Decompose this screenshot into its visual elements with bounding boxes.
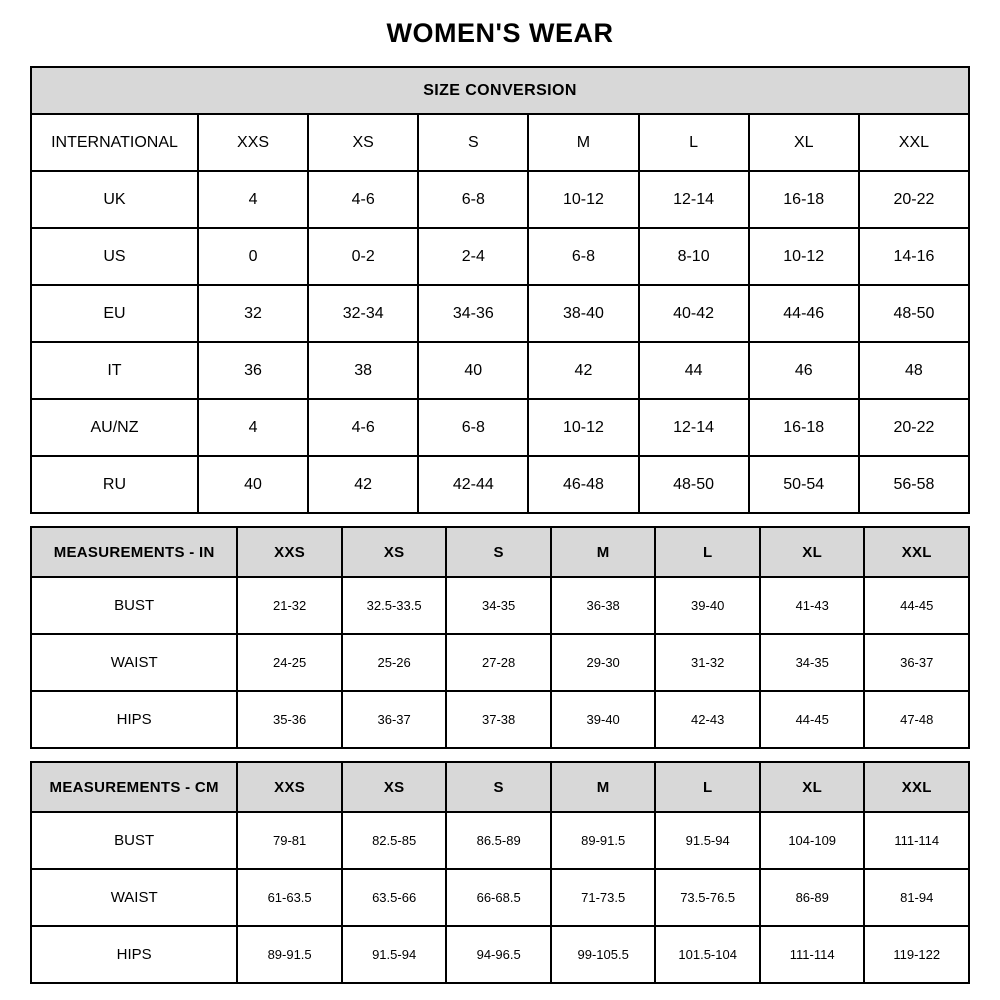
measurement-cell: 27-28 xyxy=(446,634,551,691)
measurement-cell: 44-45 xyxy=(760,691,865,748)
measurement-cell: 101.5-104 xyxy=(655,926,760,983)
size-cell: 2-4 xyxy=(418,228,528,285)
measurement-cell: 63.5-66 xyxy=(342,869,447,926)
size-cell: 36 xyxy=(198,342,308,399)
size-cell: 38 xyxy=(308,342,418,399)
column-header: S xyxy=(446,762,551,812)
measurement-cell: 42-43 xyxy=(655,691,760,748)
measurement-cell: 91.5-94 xyxy=(342,926,447,983)
size-cell: 44 xyxy=(639,342,749,399)
size-cell: 16-18 xyxy=(749,171,859,228)
size-cell: 6-8 xyxy=(528,228,638,285)
table-row xyxy=(31,342,969,399)
measurement-cell: 39-40 xyxy=(551,691,656,748)
table-row xyxy=(31,691,969,748)
measurement-cell: 82.5-85 xyxy=(342,812,447,869)
measurement-cell: 111-114 xyxy=(864,812,969,869)
table-row xyxy=(31,285,969,342)
size-cell: 46-48 xyxy=(528,456,638,513)
size-cell: 32 xyxy=(198,285,308,342)
measurement-cell: 79-81 xyxy=(237,812,342,869)
measurement-cell: 21-32 xyxy=(237,577,342,634)
size-cell: 50-54 xyxy=(749,456,859,513)
size-cell: 34-36 xyxy=(418,285,528,342)
measurement-cell: 34-35 xyxy=(760,634,865,691)
row-label: RU xyxy=(31,456,198,513)
table-row xyxy=(31,634,969,691)
size-cell: 56-58 xyxy=(859,456,969,513)
table-row xyxy=(31,926,969,983)
measurement-cell: 36-37 xyxy=(864,634,969,691)
row-label: BUST xyxy=(31,812,237,869)
measurement-cell: 25-26 xyxy=(342,634,447,691)
table-row xyxy=(31,869,969,926)
measurements-cm-table xyxy=(30,761,970,984)
measurement-cell: 36-38 xyxy=(551,577,656,634)
row-label: EU xyxy=(31,285,198,342)
column-header: XL xyxy=(749,114,859,171)
column-header: XXL xyxy=(864,762,969,812)
size-cell: 42 xyxy=(528,342,638,399)
row-label: US xyxy=(31,228,198,285)
row-label: BUST xyxy=(31,577,237,634)
size-conversion-table xyxy=(30,66,970,514)
column-header: XS xyxy=(308,114,418,171)
measurement-cell: 37-38 xyxy=(446,691,551,748)
table-header-row xyxy=(31,527,969,577)
row-label: WAIST xyxy=(31,869,237,926)
measurement-cell: 119-122 xyxy=(864,926,969,983)
size-cell: 40 xyxy=(418,342,528,399)
size-cell: 6-8 xyxy=(418,399,528,456)
measurement-cell: 94-96.5 xyxy=(446,926,551,983)
size-cell: 4-6 xyxy=(308,399,418,456)
table-row xyxy=(31,577,969,634)
measurements-in-table xyxy=(30,526,970,749)
column-header: XXS xyxy=(237,762,342,812)
row-label: IT xyxy=(31,342,198,399)
measurement-cell: 66-68.5 xyxy=(446,869,551,926)
size-cell: 16-18 xyxy=(749,399,859,456)
measurement-cell: 24-25 xyxy=(237,634,342,691)
column-header: L xyxy=(655,762,760,812)
column-header: INTERNATIONAL xyxy=(31,114,198,171)
column-header: S xyxy=(446,527,551,577)
size-cell: 48 xyxy=(859,342,969,399)
column-header: XS xyxy=(342,762,447,812)
measurement-cell: 32.5-33.5 xyxy=(342,577,447,634)
measurement-cell: 73.5-76.5 xyxy=(655,869,760,926)
table-header-row xyxy=(31,114,969,171)
column-header: L xyxy=(639,114,749,171)
size-cell: 0 xyxy=(198,228,308,285)
measurement-cell: 111-114 xyxy=(760,926,865,983)
size-cell: 10-12 xyxy=(528,171,638,228)
measurement-cell: 39-40 xyxy=(655,577,760,634)
size-cell: 32-34 xyxy=(308,285,418,342)
measurements-in-title: MEASUREMENTS - IN xyxy=(31,527,237,577)
spacer xyxy=(30,514,970,526)
size-cell: 14-16 xyxy=(859,228,969,285)
column-header: XL xyxy=(760,527,865,577)
row-label: HIPS xyxy=(31,926,237,983)
spacer xyxy=(30,749,970,761)
column-header: L xyxy=(655,527,760,577)
size-cell: 48-50 xyxy=(859,285,969,342)
measurement-cell: 86.5-89 xyxy=(446,812,551,869)
measurements-cm-title: MEASUREMENTS - CM xyxy=(31,762,237,812)
row-label: UK xyxy=(31,171,198,228)
measurement-cell: 104-109 xyxy=(760,812,865,869)
measurement-cell: 89-91.5 xyxy=(237,926,342,983)
measurement-cell: 35-36 xyxy=(237,691,342,748)
size-cell: 20-22 xyxy=(859,399,969,456)
table-row xyxy=(31,228,969,285)
column-header: XXL xyxy=(864,527,969,577)
size-cell: 4 xyxy=(198,399,308,456)
size-cell: 8-10 xyxy=(639,228,749,285)
measurement-cell: 89-91.5 xyxy=(551,812,656,869)
size-cell: 40 xyxy=(198,456,308,513)
size-cell: 42 xyxy=(308,456,418,513)
size-cell: 6-8 xyxy=(418,171,528,228)
table-row xyxy=(31,812,969,869)
size-cell: 10-12 xyxy=(528,399,638,456)
table-row xyxy=(31,171,969,228)
measurement-cell: 81-94 xyxy=(864,869,969,926)
column-header: S xyxy=(418,114,528,171)
size-cell: 12-14 xyxy=(639,171,749,228)
column-header: XXS xyxy=(198,114,308,171)
measurement-cell: 29-30 xyxy=(551,634,656,691)
measurement-cell: 31-32 xyxy=(655,634,760,691)
measurement-cell: 99-105.5 xyxy=(551,926,656,983)
measurement-cell: 41-43 xyxy=(760,577,865,634)
size-cell: 46 xyxy=(749,342,859,399)
size-cell: 38-40 xyxy=(528,285,638,342)
column-header: XXS xyxy=(237,527,342,577)
page-title: WOMEN'S WEAR xyxy=(386,18,614,48)
column-header: M xyxy=(551,527,656,577)
measurement-cell: 91.5-94 xyxy=(655,812,760,869)
size-cell: 48-50 xyxy=(639,456,749,513)
measurement-cell: 47-48 xyxy=(864,691,969,748)
measurement-cell: 61-63.5 xyxy=(237,869,342,926)
column-header: M xyxy=(551,762,656,812)
measurement-cell: 86-89 xyxy=(760,869,865,926)
size-cell: 4-6 xyxy=(308,171,418,228)
measurement-cell: 36-37 xyxy=(342,691,447,748)
column-header: XL xyxy=(760,762,865,812)
size-cell: 10-12 xyxy=(749,228,859,285)
table-row xyxy=(31,456,969,513)
size-cell: 0-2 xyxy=(308,228,418,285)
size-cell: 40-42 xyxy=(639,285,749,342)
column-header: XXL xyxy=(859,114,969,171)
size-cell: 20-22 xyxy=(859,171,969,228)
measurement-cell: 34-35 xyxy=(446,577,551,634)
row-label: AU/NZ xyxy=(31,399,198,456)
table-row xyxy=(31,399,969,456)
column-header: M xyxy=(528,114,638,171)
table-header-row xyxy=(31,762,969,812)
table-title-row xyxy=(31,67,969,114)
row-label: HIPS xyxy=(31,691,237,748)
measurement-cell: 71-73.5 xyxy=(551,869,656,926)
size-cell: 4 xyxy=(198,171,308,228)
size-cell: 44-46 xyxy=(749,285,859,342)
size-conversion-title: SIZE CONVERSION xyxy=(31,67,969,114)
size-cell: 12-14 xyxy=(639,399,749,456)
size-cell: 42-44 xyxy=(418,456,528,513)
measurement-cell: 44-45 xyxy=(864,577,969,634)
row-label: WAIST xyxy=(31,634,237,691)
column-header: XS xyxy=(342,527,447,577)
